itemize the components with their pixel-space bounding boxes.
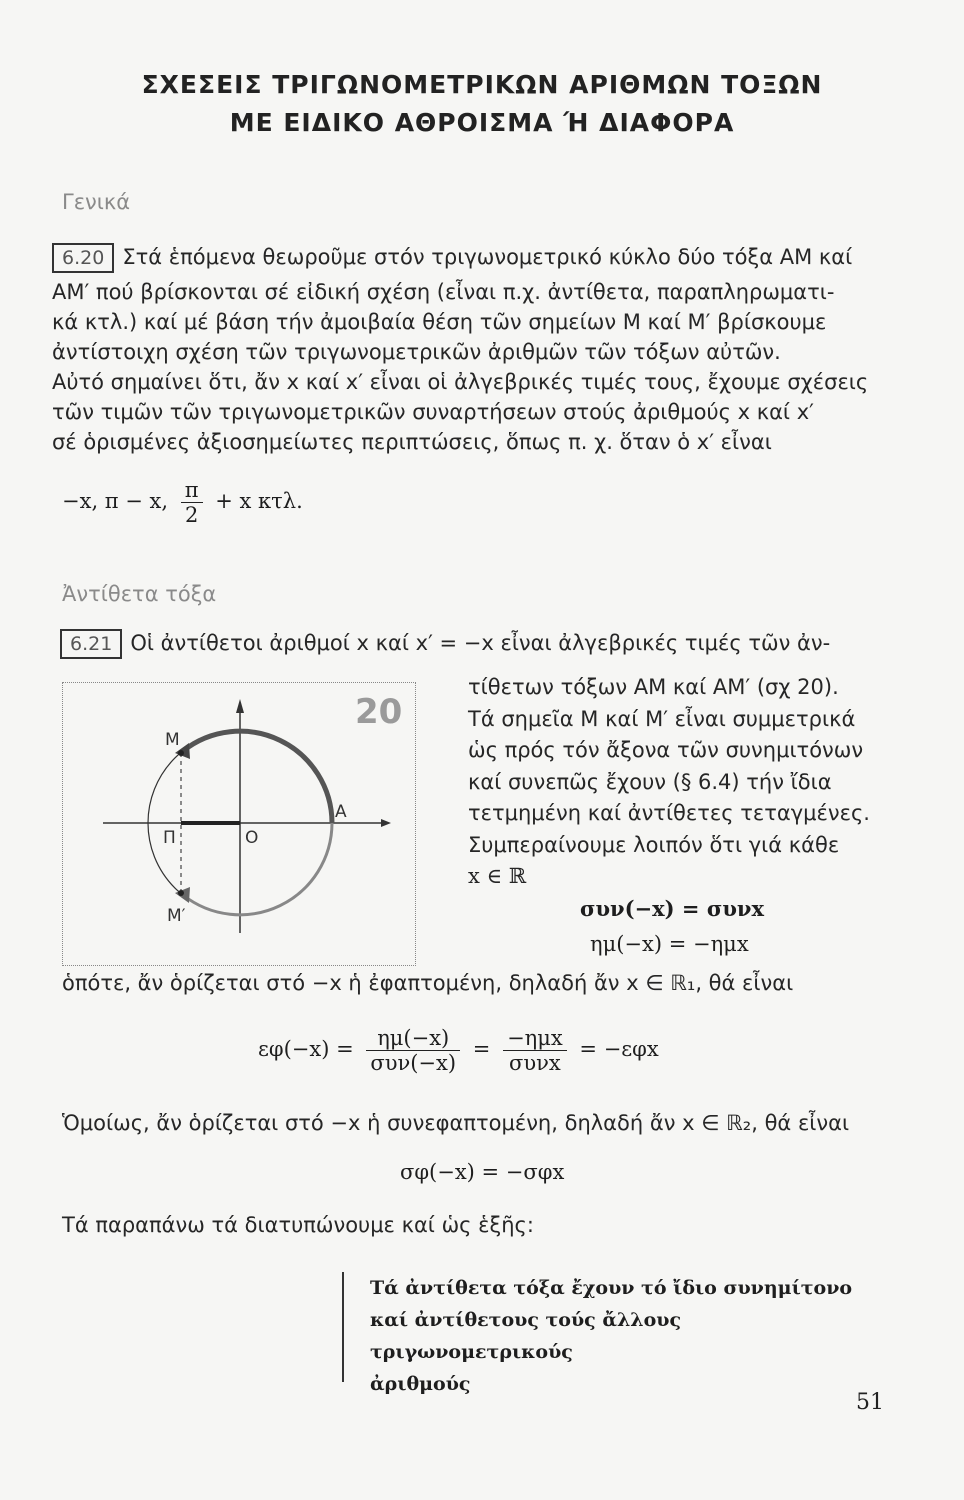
frac-numerator: ημ(−x) — [366, 1026, 460, 1051]
text-line: Οἱ ἀντίθετοι ἀριθμοί x καί x′ = −x εἶναι ἀλγεβρικές τιμές τῶν ἀν- — [130, 631, 831, 655]
text-line: τίθετων τόξων ΑΜ καί ΑΜ′ (σχ 20). — [468, 675, 839, 699]
unit-circle-diagram — [63, 683, 415, 965]
text-line: ἀντίστοιχη σχέση τῶν τριγωνομετρικῶν ἀριθμῶν τῶν τόξων αὐτῶν. — [52, 340, 781, 364]
section-heading-opposite: Ἀντίθετα τόξα — [62, 582, 217, 606]
equation-tan — [258, 1026, 659, 1075]
tan-lhs: εφ(−x) = — [258, 1037, 354, 1061]
paragraph-6-20 — [52, 242, 882, 457]
point-M — [178, 750, 184, 756]
page-number: 51 — [856, 1390, 884, 1415]
page-title-line1: ΣΧΕΣΕΙΣ ΤΡΙΓΩΝΟΜΕΤΡΙΚΩΝ ΑΡΙΘΜΩΝ ΤΟΞΩΝ — [141, 70, 823, 99]
frac-numerator: −ημx — [503, 1026, 567, 1051]
paragraph-number: 6.20 — [52, 243, 114, 273]
text-line: Στά ἑπόμενα θεωροῦμε στόν τριγωνομετρικό κύκλο δύο τόξα ΑΜ καί — [122, 245, 853, 269]
tan-equals: = — [472, 1037, 491, 1061]
rule-line: ἀριθμούς — [370, 1373, 471, 1395]
summary-intro: Τά παραπάνω τά διατυπώνουμε καί ὡς ἑξῆς: — [62, 1213, 534, 1237]
text-line-cot-intro: Ὁμοίως, ἄν ὁρίζεται στό −x ἡ συνεφαπτομένη, δηλαδή ἄν x ∈ ℝ₂, θά εἶναι — [62, 1111, 850, 1135]
text-line: ΑΜ′ πού βρίσκονται σέ εἰδική σχέση (εἶναι π.χ. ἀντίθετα, παραπληρωματι- — [52, 280, 835, 304]
rule-line: Τά ἀντίθετα τόξα ἔχουν τό ἴδιο συνημίτονο — [370, 1277, 853, 1299]
text-line: Συμπεραίνουμε λοιπόν ὅτι γιά κάθε — [468, 832, 840, 857]
text-line: Αὐτό σημαίνει ὅτι, ἄν x καί x′ εἶναι οἱ ἀλγεβρικές τιμές τους, ἔχουμε σχέσεις — [52, 370, 869, 394]
text-line: κά κτλ.) καί μέ βάση τήν ἀμοιβαία θέση τῶν σημείων Μ καί Μ′ βρίσκουμε — [52, 310, 827, 334]
frac-denominator: συν(−x) — [370, 1051, 457, 1075]
formula-prefix: −x, π − x, — [62, 489, 169, 513]
label-O: Ο — [245, 828, 259, 848]
point-M-prime — [178, 890, 184, 896]
label-A: Α — [335, 802, 347, 822]
frac-denominator: 2 — [184, 503, 199, 527]
text-line: τετμημένη καί ἀντίθετες τεταγμένες. — [468, 801, 870, 825]
figure-20 — [62, 682, 416, 966]
text-line: x ∈ ℝ — [468, 864, 527, 888]
page-title-line2: ΜΕ ΕΙΔΙΚΟ ΑΘΡΟΙΣΜΑ Ή ΔΙΑΦΟΡΑ — [229, 108, 735, 137]
paragraph-6-21-first-line — [60, 628, 900, 659]
tan-rhs: = −εφx — [579, 1037, 659, 1061]
text-line: τῶν τιμῶν τῶν τριγωνομετρικῶν συναρτήσεων στούς ἀριθμούς x καί x′ — [52, 400, 814, 424]
text-line-tan-intro: ὁπότε, ἄν ὁρίζεται στό −x ἡ ἐφαπτομένη, δηλαδή ἄν x ∈ ℝ₁, θά εἶναι — [62, 971, 794, 995]
formula-arcs — [62, 478, 303, 527]
equation-sin: ημ(−x) = −ημx — [590, 932, 749, 956]
y-axis-arrow — [236, 699, 244, 713]
text-line: σέ ὁρισμένες ἀξιοσημείωτες περιπτώσεις, ὅπως π. χ. ὅταν ὁ x′ εἶναι — [52, 430, 772, 454]
x-axis-arrow — [381, 819, 391, 827]
equation-cos: συν(−x) = συνx — [580, 896, 764, 921]
frac-numerator: π — [181, 478, 203, 503]
label-M: Μ — [165, 730, 180, 750]
section-heading-general: Γενικά — [62, 190, 131, 214]
text-line: ὡς πρός τόν ἄξονα τῶν συνημιτόνων — [468, 738, 864, 762]
equation-cot: σφ(−x) = −σφx — [400, 1160, 565, 1184]
rule-line: καί ἀντίθετους τούς ἄλλους τριγωνομετρικούς — [370, 1309, 682, 1363]
formula-suffix: + x κτλ. — [215, 489, 303, 513]
figure-number: 20 — [355, 692, 403, 732]
paragraph-number: 6.21 — [60, 629, 122, 659]
text-line: καί συνεπῶς ἔχουν (§ 6.4) τήν ἴδια — [468, 769, 832, 794]
figure-side-text — [468, 672, 888, 893]
frac-denominator: συνx — [509, 1051, 561, 1075]
text-line: Τά σημεῖα Μ καί Μ′ εἶναι συμμετρικά — [468, 706, 856, 731]
label-P: Π — [163, 828, 176, 848]
label-M-prime: Μ′ — [167, 906, 186, 926]
highlighted-rule — [342, 1272, 890, 1395]
arc-AM — [183, 731, 332, 823]
